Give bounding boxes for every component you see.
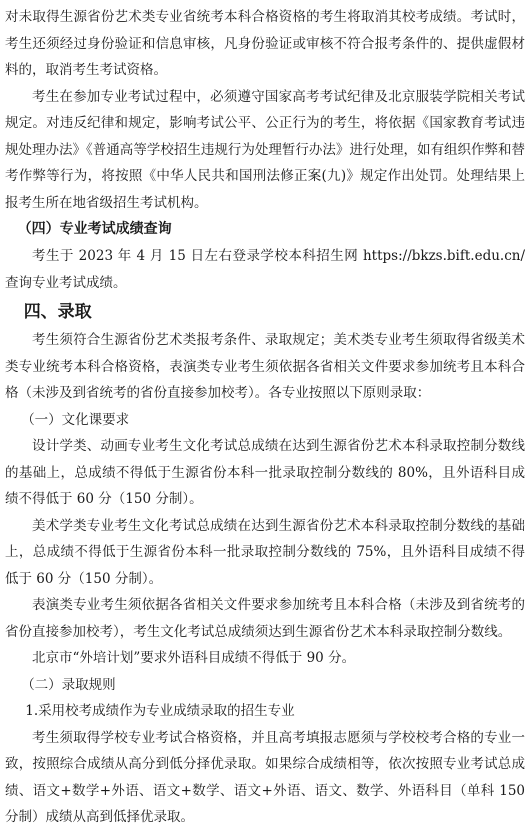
heading-admission: 四、录取	[23, 302, 92, 322]
paragraph-design-requirements: 设计学类、动画专业考生文化考试总成绩在达到生源省份艺术本科录取控制分数线的基础上，总成绩不得低于生源省份本科一批录取控制分数线的 80%，且外语科目成绩不得低于 60 分（150 分制）。	[5, 438, 525, 507]
paragraph-exam-qualification: 对未取得生源省份艺术类专业省统考本科合格资格的考生将取消其校考成绩。考试时，考生还须经过身份验证和信息审核，凡身份验证或审核不符合报考条件的、提供虚假材料的，取消考生考试资格。	[5, 9, 525, 78]
paragraph-performance-requirements: 表演类专业考生须依据各省相关文件要求参加统考且本科合格（未涉及到省统考的省份直接参加校考），考生文化考试总成绩须达到生源省份艺术本科录取控制分数线。	[5, 597, 525, 640]
paragraph-score-query: 考生于 2023 年 4 月 15 日左右登录学校本科招生网 https://bkzs.bift.edu.cn/查询专业考试成绩。	[5, 248, 525, 291]
paragraph-fine-arts-requirements: 美术学类专业考生文化考试总成绩在达到生源省份艺术本科录取控制分数线的基础上，总成绩不得低于生源省份本科一批录取控制分数线的 75%，且外语科目成绩不得低于 60 分（150 分制）。	[5, 517, 525, 587]
heading-score-query: （四）专业考试成绩查询	[17, 221, 172, 237]
heading-culture-requirements: （一）文化课要求	[21, 411, 130, 428]
paragraph-beijing-plan: 北京市“外培计划”要求外语科目成绩不得低于 90 分。	[32, 650, 356, 666]
heading-admission-rules: （二）录取规则	[21, 676, 116, 693]
paragraph-admission-conditions: 考生须符合生源省份艺术类报考条件、录取规定；美术类专业考生须取得省级美术类专业统考本科合格资格，表演类专业考生须依据各省相关文件要求参加统考且本科合格（未涉及到省统考的省份直接参加校考）。各专业按照以下原则录取：	[5, 332, 525, 401]
paragraph-ranking-rules: 考生须取得学校专业考试合格资格，并且高考填报志愿须与学校校考合格的专业一致，按照综合成绩从高分到低分择优录取。如果综合成绩相等，依次按照专业考试总成绩、语文+数学+外语、语文+数学、语文+外语、语文、数学、外语科目（单科 150 分制）成绩从高到低择优录取。	[5, 729, 525, 825]
item-school-exam-majors: 1.采用校考成绩作为专业成绩录取的招生专业	[25, 703, 295, 719]
paragraph-exam-discipline: 考生在参加专业考试过程中，必须遵守国家高考考试纪律及北京服装学院相关考试规定。对违反纪律和规定，影响考试公平、公正行为的考生，将依据《国家教育考试违规处理办法》《普通高等学校招生违规行为处理暂行办法》进行处理，如有组织作弊和替考作弊等行为，将按照《中华人民共和国刑法修正案(九)》规定作出处罚。处理结果上报考生所在地省级招生考试机构。	[5, 88, 525, 211]
